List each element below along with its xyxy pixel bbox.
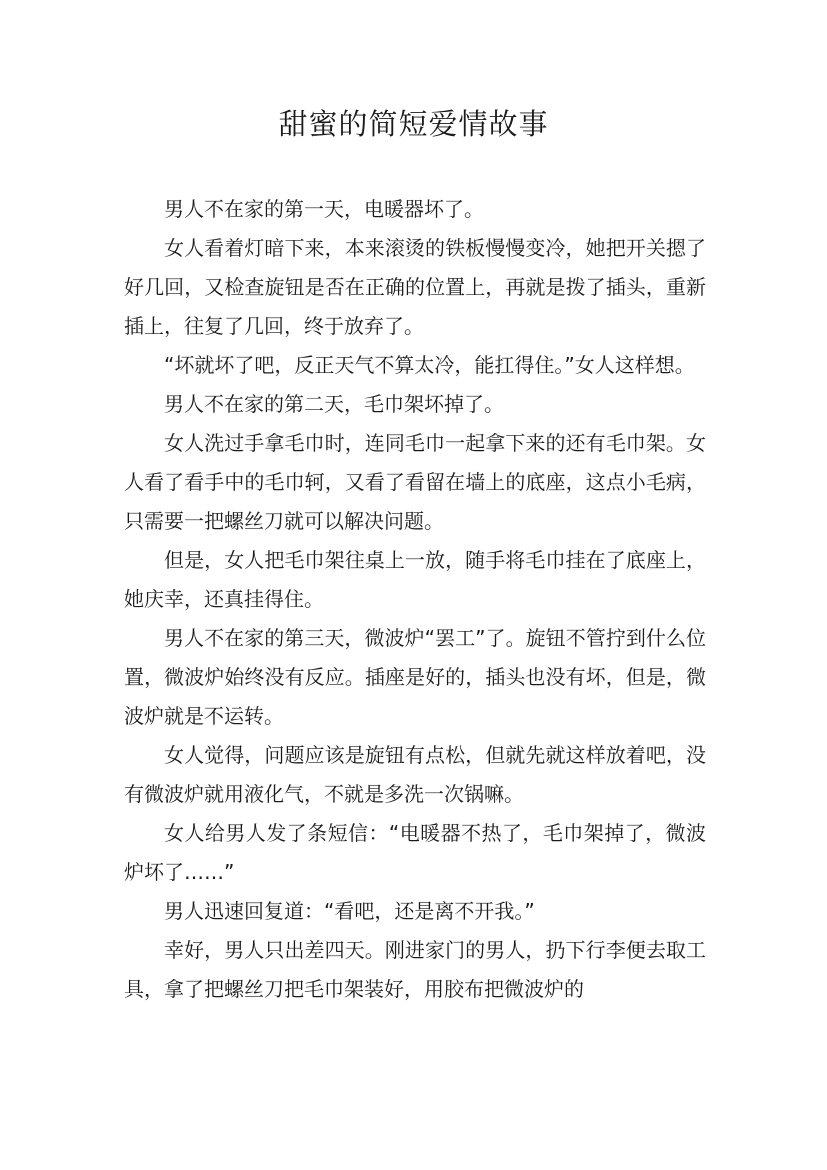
paragraph: 女人看着灯暗下来，本来滚烫的铁板慢慢变冷，她把开关摁了好几回，又检查旋钮是否在正确的位置上，再就是拨了插头，重新插上，往复了几回，终于放弃了。	[124, 236, 706, 338]
paragraph: 男人不在家的第三天，微波炉“罢工”了。旋钮不管拧到什么位置，微波炉始终没有反应。插座是好的，插头也没有坏，但是，微波炉就是不运转。	[124, 626, 706, 728]
paragraph: 男人不在家的第一天，电暖器坏了。	[164, 197, 484, 221]
paragraph: 男人不在家的第二天，毛巾架坏掉了。	[164, 392, 504, 416]
paragraph: 女人洗过手拿毛巾时，连同毛巾一起拿下来的还有毛巾架。女人看了看手中的毛巾轲，又看了看留在墙上的底座，这点小毛病，只需要一把螺丝刀就可以解决问题。	[124, 431, 706, 533]
document-title: 甜蜜的简短爱情故事	[278, 107, 549, 141]
paragraph: 幸好，男人只出差四天。刚进家门的男人，扔下行李便去取工具，拿了把螺丝刀把毛巾架装好，用胶布把微波炉的	[124, 938, 706, 1001]
paragraph: 但是，女人把毛巾架往桌上一放，随手将毛巾挂在了底座上，她庆幸，还真挂得住。	[124, 548, 706, 611]
paragraph: 女人觉得，问题应该是旋钮有点松，但就先就这样放着吧，没有微波炉就用液化气，不就是多洗一次锅嘛。	[124, 743, 706, 806]
paragraph: “坏就坏了吧，反正天气不算太冷，能扛得住。”女人这样想。	[164, 353, 695, 377]
document-body	[124, 190, 706, 1009]
paragraph: 女人给男人发了条短信：“电暖器不热了，毛巾架掉了，微波炉坏了……”	[124, 821, 706, 884]
paragraph: 男人迅速回复道：“看吧，还是离不开我。”	[164, 899, 535, 923]
